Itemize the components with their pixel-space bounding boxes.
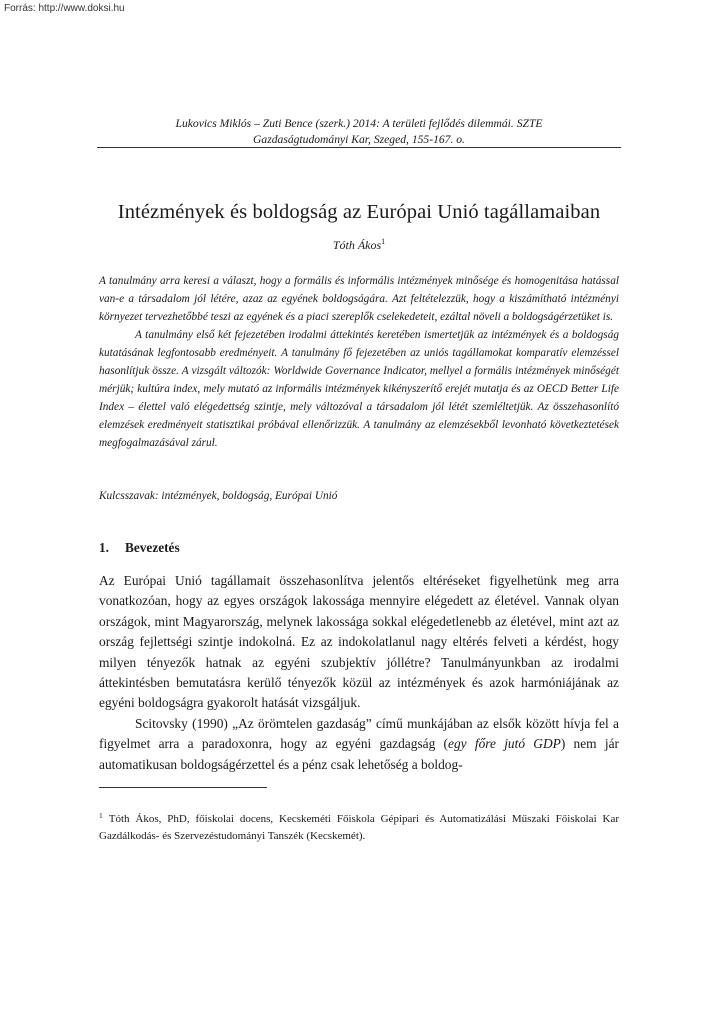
keywords: Kulcsszavak: intézmények, boldogság, Európai Unió — [99, 490, 338, 502]
author-name: Tóth Ákos — [332, 238, 382, 252]
section-title: Bevezetés — [125, 540, 180, 555]
citation-header: Lukovics Miklós – Zuti Bence (szerk.) 2014: A területi fejlődés dilemmái. SZTE Gazdaságtudományi Kar, Szeged, 155-167. o. — [175, 117, 543, 146]
body-paragraph — [99, 714, 619, 775]
footnote-mark: 1 — [99, 811, 103, 820]
footnote-rule — [99, 787, 267, 788]
header-rule — [97, 147, 621, 148]
source-note: Forrás: http://www.doksi.hu — [4, 3, 125, 14]
body-text-run: Scitovsky (1990) „Az örömtelen gazdaság” című munkájában az elsők között hívja fel a figyelmet arra a paradoxonra, hogy az egyéni gazdagság ( — [99, 715, 619, 752]
abstract-paragraph: A tanulmány arra keresi a választ, hogy a formális és informális intézmények minősége és homogenitása hatással van-e a társadalom jól létére, azaz az egyének boldogságára. Azt feltételezzük, hogy a kiszámítható intézményi környezet tervezhetőbbé teszi az egyének és a piaci szereplők cselekedeteit, ezáltal növeli a boldogságérzetüket is. — [99, 275, 619, 323]
footnote-text: Tóth Ákos, PhD, főiskolai docens, Kecskeméti Főiskola Gépipari és Automatizálási Műszaki Főiskolai Kar Gazdálkodás- és Szervezéstudományi Tanszék (Kecskemét). — [99, 813, 619, 842]
section-number: 1. — [99, 540, 109, 555]
body-text — [99, 571, 619, 775]
footnote — [99, 811, 619, 845]
body-emphasis: egy főre jutó GDP — [448, 736, 561, 752]
section-heading — [99, 540, 180, 556]
paper-title: Intézmények és boldogság az Európai Unió tagállamaiban — [117, 201, 601, 223]
abstract — [99, 272, 619, 452]
abstract-paragraph: A tanulmány első két fejezetében irodalmi áttekintés keretében ismertetjük az intézmények és a boldogság kutatásának legfontosabb eredményeit. A tanulmány fő fejezetében az uniós tagállamokat komparatív elemzéssel hasonlítjuk össze. A vizsgált változók: Worldwide Governance Indicator, mellyel a formális intézmények minőségét mérjük; kultúra index, mely mutató az informális intézmények kikényszerítő erejét mutatja és az OECD Better Life Index – élettel való elégedettség szintje, mely változóval a társadalom jól létét szemléltetjük. Az összehasonlító elemzések eredményeit statisztikai próbával ellenőrizzük. A tanulmány az elemzésekből levonható következtetések megfogalmazásával zárul. — [99, 329, 619, 449]
body-paragraph: Az Európai Unió tagállamait összehasonlítva jelentős eltéréseket figyelhetünk meg arra vonatkozóan, hogy az egyes országok lakossága mennyire elégedett az életével. Vannak olyan országok, mint Magyarország, melynek lakossága sokkal elégedetlenebb az életével, mint azt az ország fejlettségi szintje indokolná. Ez az indokolatlanul nagy eltérés felveti a kérdést, hogy milyen tényezők hatnak az egyéni szubjektív jóllétre? Tanulmányunkban az irodalmi áttekintésben bemutatásra kerülő tényezők közül az intézmények és azok harmóniájának az egyéni boldogságra gyakorolt hatását vizsgáljuk. — [99, 573, 619, 711]
author-footnote-mark[interactable]: 1 — [381, 237, 386, 246]
author-line — [97, 238, 621, 253]
body-text-run: ) nem jár automatikusan boldogságérzettel és a pénz csak lehetőség a boldog- — [99, 736, 619, 772]
